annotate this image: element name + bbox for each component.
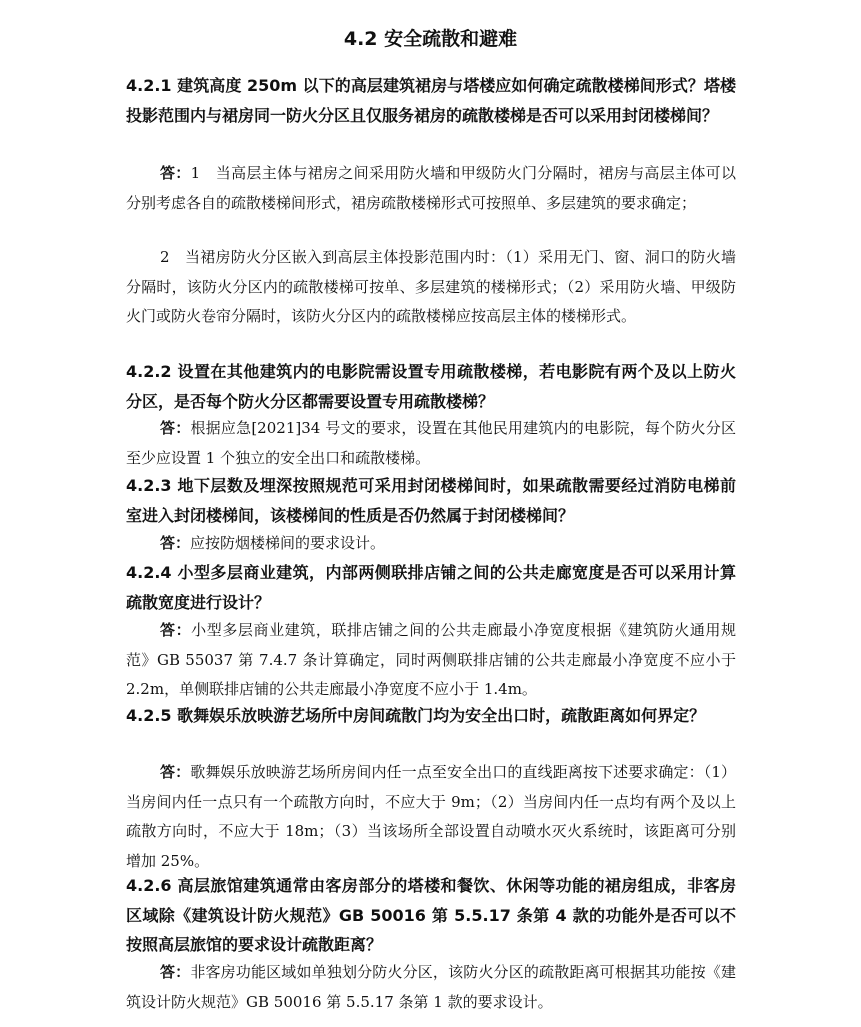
answer-label: 答：	[160, 419, 191, 437]
answer-4-2-2	[126, 414, 736, 473]
section-title: 4.2 安全疏散和避难	[343, 28, 518, 50]
answer-label: 答：	[160, 534, 191, 552]
answer-text: 歌舞娱乐放映游艺场所房间内任一点至安全出口的直线距离按下述要求确定：（1）当房间内任一点只有一个疏散方向时，不应大于 9m；（2）当房间内任一点均有两个及以上疏散方向时，不应大于 18m；（3）当该场所全部设置自动喷水灭火系统时，该距离可分别增加 25%。	[126, 763, 736, 870]
answer-text: 小型多层商业建筑，联排店铺之间的公共走廊最小净宽度根据《建筑防火通用规范》GB 55037 第 7.4.7 条计算确定，同时两侧联排店铺的公共走廊最小净宽度不应小于 2.2m，单侧联排店铺的公共走廊最小净宽度不应小于 1.4m。	[126, 621, 736, 698]
question-4-2-6: 4.2.6 高层旅馆建筑通常由客房部分的塔楼和餐饮、休闲等功能的裙房组成，非客房区域除《建筑设计防火规范》GB 50016 第 5.5.17 条第 4 款的功能外是否可以不按照高层旅馆的要求设计疏散距离？	[126, 876, 736, 954]
answer-label: 答：	[160, 621, 192, 639]
answer-label: 答：	[160, 164, 191, 182]
answer-text: 非客房功能区域如单独划分防火分区，该防火分区的疏散距离可根据其功能按《建筑设计防火规范》GB 50016 第 5.5.17 条第 1 款的要求设计。	[126, 963, 736, 1011]
question-4-2-3: 4.2.3 地下层数及埋深按照规范可采用封闭楼梯间时，如果疏散需要经过消防电梯前室进入封闭楼梯间，该楼梯间的性质是否仍然属于封闭楼梯间？	[126, 476, 736, 525]
answer-4-2-4	[126, 616, 736, 705]
question-4-2-1: 4.2.1 建筑高度 250m 以下的高层建筑裙房与塔楼应如何确定疏散楼梯间形式？塔楼投影范围内与裙房同一防火分区且仅服务裙房的疏散楼梯是否可以采用封闭楼梯间？	[126, 76, 736, 125]
question-4-2-4: 4.2.4 小型多层商业建筑，内部两侧联排店铺之间的公共走廊宽度是否可以采用计算疏散宽度进行设计？	[126, 563, 736, 612]
answer-label: 答：	[160, 763, 191, 781]
answer-4-2-3	[126, 529, 736, 559]
question-4-2-5: 4.2.5 歌舞娱乐放映游艺场所中房间疏散门均为安全出口时，疏散距离如何界定？	[126, 706, 706, 725]
answer-text: 1 当高层主体与裙房之间采用防火墙和甲级防火门分隔时，裙房与高层主体可以分别考虑各自的疏散楼梯间形式，裙房疏散楼梯形式可按照单、多层建筑的要求确定；	[126, 164, 736, 212]
answer-text: 根据应急[2021]34 号文的要求，设置在其他民用建筑内的电影院，每个防火分区至少应设置 1 个独立的安全出口和疏散楼梯。	[126, 419, 736, 467]
answer-4-2-1-continued: 2 当裙房防火分区嵌入到高层主体投影范围内时：（1）采用无门、窗、洞口的防火墙分隔时，该防火分区内的疏散楼梯可按单、多层建筑的楼梯形式；（2）采用防火墙、甲级防火门或防火卷帘分隔时，该防火分区内的疏散楼梯应按高层主体的楼梯形式。	[126, 248, 736, 325]
answer-4-2-6	[126, 958, 736, 1017]
question-4-2-2: 4.2.2 设置在其他建筑内的电影院需设置专用疏散楼梯，若电影院有两个及以上防火分区，是否每个防火分区都需要设置专用疏散楼梯？	[126, 362, 736, 411]
answer-4-2-1	[126, 159, 736, 218]
answer-text: 应按防烟楼梯间的要求设计。	[190, 534, 386, 552]
answer-label: 答：	[160, 963, 191, 981]
answer-4-2-5	[126, 758, 736, 876]
